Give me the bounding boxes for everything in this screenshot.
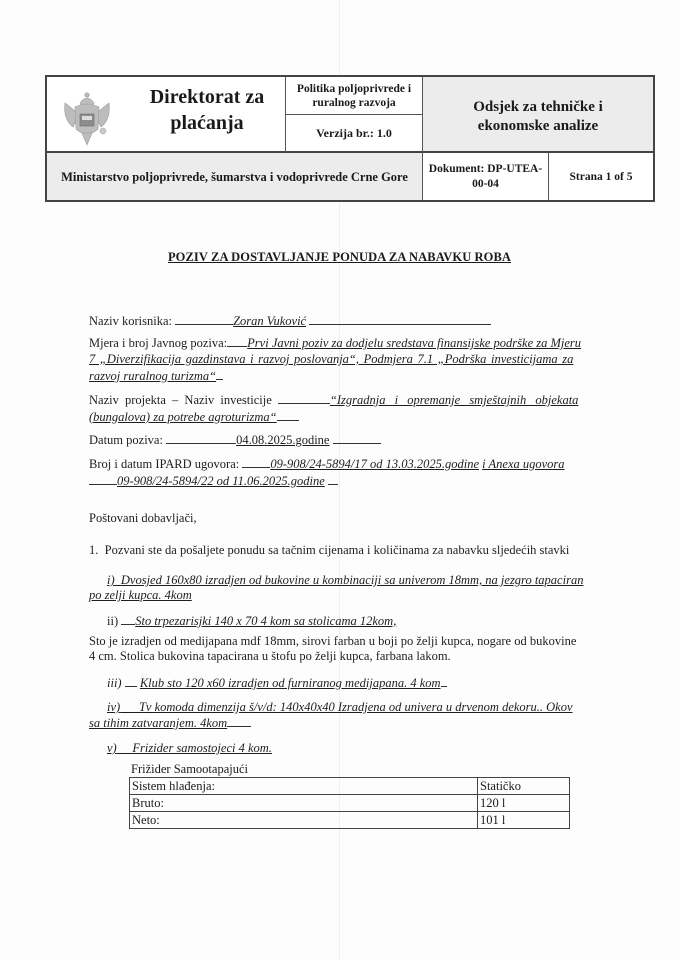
header-logo-cell: [47, 77, 286, 153]
blank-line: [166, 432, 236, 444]
blank-line: [227, 715, 251, 727]
spec-value: Statičko: [478, 778, 570, 795]
fridge-spec-caption: Frižider Samootapajući: [131, 762, 248, 776]
table-row: [130, 812, 570, 829]
blank-line: [121, 613, 135, 625]
list-item: [89, 573, 639, 603]
blank-line: [278, 392, 330, 404]
directorate-title-line1: Direktorat za: [149, 86, 265, 108]
field-project: [89, 392, 639, 425]
field-project-value-line2: (bungalova) za potrebe agroturizma“: [89, 410, 277, 424]
table-row: [130, 795, 570, 812]
intro-number: 1.: [89, 543, 99, 557]
blank-line: [89, 473, 117, 485]
field-ipard-value-line2: 09-908/24-5894/22 od 11.06.2025.godine: [117, 474, 325, 488]
blank-line: [277, 409, 299, 421]
directorate-title-line2: plaćanja: [170, 112, 244, 134]
greeting: Poštovani dobavljači,: [89, 511, 197, 525]
montenegro-coat-of-arms-icon: [61, 89, 113, 147]
department-cell: [423, 77, 653, 153]
item-description-line2: 4 cm. Stolica bukovina tapacirana u štofu po želji kupca, farbana lakom.: [89, 649, 451, 663]
blank-line: [216, 368, 223, 380]
department-line2: ekonomske analize: [477, 118, 599, 134]
item-number: v): [107, 741, 117, 755]
spec-value: 101 l: [478, 812, 570, 829]
field-measure-value-line3: razvoj ruralnog turizma“: [89, 369, 217, 383]
blank-line: [333, 432, 381, 444]
item-text-line1: Klub sto 120 x60 izradjen od furniranog medijapana. 4 kom: [139, 676, 441, 690]
list-item: [107, 613, 396, 629]
intro-text: Pozvani ste da pošaljete ponudu sa tačnim cijenama i količinama za nabavku sljedećih stavki: [104, 543, 570, 557]
page-number-cell: Strana 1 of 5: [549, 153, 653, 200]
field-date-label: Datum poziva:: [89, 433, 163, 447]
field-project-value-line1: “Izgradnja i opremanje smještajnih objekata: [329, 393, 579, 407]
department-line1: Odsjek za tehničke i: [473, 99, 603, 115]
document-title: POZIV ZA DOSTAVLJANJE PONUDA ZA NABAVKU ROBA: [167, 250, 512, 264]
field-measure-label: Mjera i broj Javnog poziva:: [89, 336, 228, 350]
header-table: [45, 75, 655, 202]
field-date-value: 04.08.2025.godine: [236, 433, 330, 447]
blank-line: [242, 456, 270, 468]
item-number: ii): [107, 614, 119, 628]
item-number: i): [107, 573, 115, 587]
field-ipard-label: Broj i datum IPARD ugovora:: [89, 457, 240, 471]
policy-cell: Politika poljoprivrede i ruralnog razvoja: [286, 77, 423, 115]
list-item: [89, 700, 639, 731]
spec-value: 120 l: [478, 795, 570, 812]
ministry-cell: Ministarstvo poljoprivrede, šumarstva i vodoprivrede Crne Gore: [47, 153, 423, 200]
version-cell: Verzija br.: 1.0: [286, 115, 423, 153]
spec-label: Sistem hlađenja:: [130, 778, 478, 795]
directorate-title: [137, 84, 277, 136]
blank-line: [175, 313, 233, 325]
document-id-cell: Dokument: DP-UTEA-00-04: [423, 153, 549, 200]
field-measure-value-line1: Prvi Javni poziv za dodjelu sredstava finansijske podrške za Mjeru: [247, 336, 582, 350]
item-text-line2: po zelji kupca. 4kom: [89, 588, 192, 602]
item-text-line1: Dvosjed 160x80 izradjen od bukovine u kombinaciji sa univerom 18mm, na jezgro tapaciran: [120, 573, 584, 587]
list-item: [107, 675, 447, 691]
list-item: [107, 741, 272, 756]
item-text-line1: Frizider samostojeci 4 kom.: [132, 741, 272, 755]
spec-label: Neto:: [130, 812, 478, 829]
field-measure-value-line2: 7 „Diverzifikacija gazdinstava i razvoj poslovanja“, Podmjera 7.1 „Podrška investicijama za: [89, 352, 574, 366]
item-description-line1: Sto je izradjen od medijapana mdf 18mm, sirovi farban u boji po želji kupca, nogare od bukovine: [89, 634, 577, 648]
field-ipard-annex-label: i Anexa ugovora: [482, 457, 565, 471]
intro-paragraph: [89, 543, 569, 558]
field-measure: [89, 335, 639, 384]
item-description: [89, 634, 639, 664]
field-user: [89, 313, 491, 329]
table-row: [130, 778, 570, 795]
item-text-line1: Tv komoda dimenzija š/v/d: 140x40x40 Izradjena od univera u drvenom dekoru.. Okov: [138, 700, 573, 714]
item-text-line1: Sto trpezarisjki 140 x 70 4 kom sa stolicama 12kom,: [135, 614, 397, 628]
spec-label: Bruto:: [130, 795, 478, 812]
field-user-label: Naziv korisnika:: [89, 314, 172, 328]
field-project-label: Naziv projekta – Naziv investicije: [89, 393, 272, 407]
blank-line: [227, 335, 247, 347]
item-number: iv): [107, 700, 121, 714]
field-ipard-value-line1: 09-908/24-5894/17 od 13.03.2025.godine: [270, 457, 480, 471]
field-date: [89, 432, 381, 448]
blank-line: [309, 313, 491, 325]
item-number: iii): [107, 676, 122, 690]
item-text-line2: sa tihim zatvaranjem. 4kom: [89, 716, 228, 730]
field-user-value: Zoran Vuković: [233, 314, 307, 328]
blank-line: [125, 675, 137, 687]
blank-line: [441, 675, 447, 687]
blank-line: [328, 473, 338, 485]
fridge-spec-table: [129, 777, 570, 829]
field-ipard: [89, 456, 639, 489]
